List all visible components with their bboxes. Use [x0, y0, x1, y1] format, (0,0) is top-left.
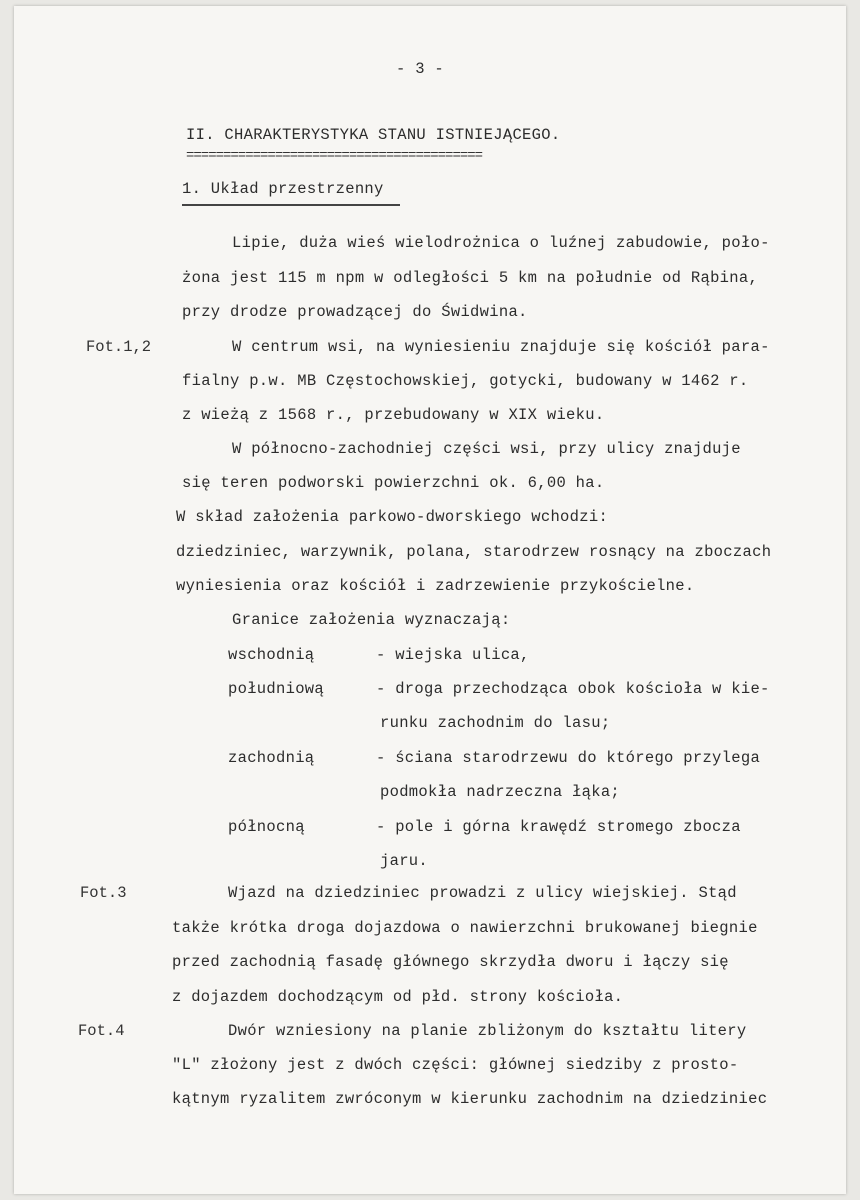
text-line: fialny p.w. MB Częstochowskiej, gotycki, budowany w 1462 r. [182, 372, 749, 390]
border-side: wschodnią [228, 646, 315, 664]
border-text: - droga przechodząca obok kościoła w kie- [376, 680, 770, 698]
subsection-heading: 1. Układ przestrzenny [182, 180, 384, 198]
text-line: W północno-zachodniej części wsi, przy ulicy znajduje [232, 440, 741, 458]
text-line: Granice założenia wyznaczają: [232, 611, 511, 629]
border-text: runku zachodnim do lasu; [380, 714, 611, 732]
border-text: podmokła nadrzeczna łąka; [380, 783, 621, 801]
text-line: przy drodze prowadzącej do Świdwina. [182, 303, 528, 321]
text-line: żona jest 115 m npm w odległości 5 km na południe od Rąbina, [182, 269, 759, 287]
text-line: W skład założenia parkowo-dworskiego wchodzi: [176, 508, 609, 526]
border-text: jaru. [380, 852, 429, 870]
text-line: się teren podworski powierzchni ok. 6,00 ha. [182, 474, 605, 492]
border-text: - ściana starodrzewu do którego przylega [376, 749, 761, 767]
subsection-underline [182, 204, 400, 206]
border-side: południową [228, 680, 325, 698]
text-line: z wieżą z 1568 r., przebudowany w XIX wieku. [182, 406, 605, 424]
text-line: W centrum wsi, na wyniesieniu znajduje się kościół para- [232, 338, 770, 356]
margin-note: Fot.4 [78, 1022, 125, 1040]
text-line: Dwór wzniesiony na planie zbliżonym do kształtu litery [228, 1022, 747, 1040]
text-line: Wjazd na dziedziniec prowadzi z ulicy wiejskiej. Stąd [228, 884, 737, 902]
document-page [14, 6, 846, 1194]
text-line: wyniesienia oraz kościół i zadrzewienie przykościelne. [176, 577, 695, 595]
text-line: Lipie, duża wieś wielodrożnica o luźnej zabudowie, poło- [232, 234, 770, 252]
border-side: zachodnią [228, 749, 315, 767]
section-heading: II. CHARAKTERYSTYKA STANU ISTNIEJĄCEGO. [186, 126, 561, 144]
border-side: północną [228, 818, 305, 836]
text-line: kątnym ryzalitem zwróconym w kierunku zachodnim na dziedziniec [172, 1090, 768, 1108]
text-line: przed zachodnią fasadę głównego skrzydła dworu i łączy się [172, 953, 729, 971]
border-text: - pole i górna krawędź stromego zbocza [376, 818, 741, 836]
text-line: z dojazdem dochodzącym od płd. strony kościoła. [172, 988, 624, 1006]
margin-note: Fot.1,2 [86, 338, 152, 356]
border-text: - wiejska ulica, [376, 646, 530, 664]
page-number: - 3 - [396, 60, 445, 78]
text-line: także krótka droga dojazdowa o nawierzchni brukowanej biegnie [172, 919, 758, 937]
section-heading-rule: ======================================== [186, 148, 483, 164]
text-line: dziedziniec, warzywnik, polana, starodrzew rosnący na zboczach [176, 543, 772, 561]
margin-note: Fot.3 [80, 884, 127, 902]
text-line: "L" złożony jest z dwóch części: głównej siedziby z prosto- [172, 1056, 739, 1074]
